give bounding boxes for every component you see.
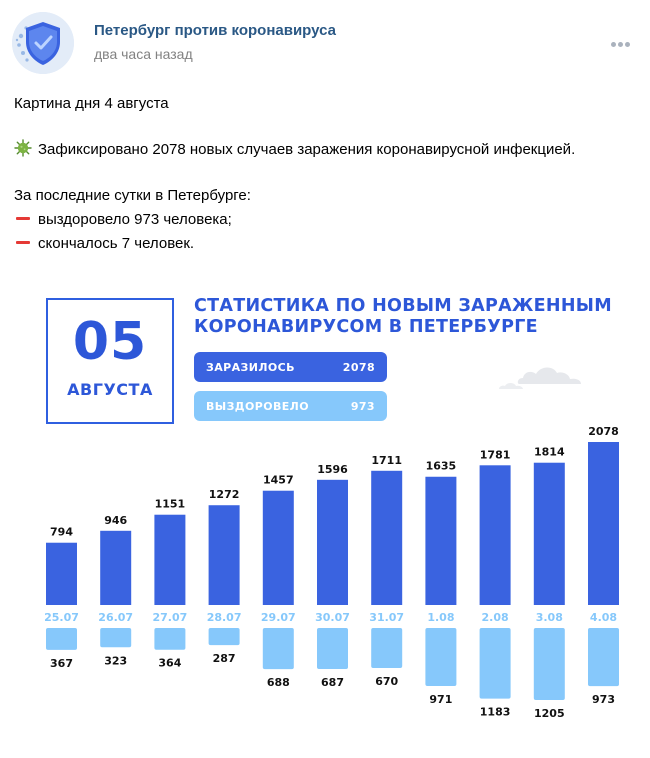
value-label-infected: 1781: [479, 448, 511, 462]
bar-recovered: [534, 628, 565, 700]
post-text-bullet-2: [14, 232, 636, 256]
post-text-line-3: За последние сутки в Петербурге:: [14, 187, 251, 204]
more-options-button[interactable]: [610, 34, 638, 54]
bar-recovered: [263, 628, 294, 669]
bar-recovered: [46, 628, 77, 650]
value-label-infected: 1814: [533, 445, 565, 459]
bar-recovered: [100, 628, 131, 647]
legend-infected-label: ЗАРАЗИЛОСЬ: [206, 360, 295, 374]
spacer: [14, 116, 636, 138]
more-dots-icon: [611, 42, 616, 47]
x-tick-label: 1.08: [427, 611, 455, 624]
legend-recovered-label: ВЫЗДОРОВЕЛО: [206, 399, 309, 413]
value-label-recovered: 1205: [533, 707, 565, 720]
post-text: [14, 92, 636, 256]
bar-recovered: [154, 628, 185, 650]
shield-icon: [12, 12, 74, 74]
x-tick-label: 2.08: [481, 611, 509, 624]
red-dash-icon: [16, 217, 30, 220]
x-tick-label: 25.07: [44, 611, 79, 624]
x-tick-label: 29.07: [260, 611, 296, 624]
date-month: АВГУСТА: [67, 380, 153, 399]
x-tick-label: 30.07: [315, 611, 350, 624]
value-label-recovered: 287: [212, 652, 236, 666]
virus-icon: [14, 139, 32, 157]
value-label-recovered: 367: [50, 656, 73, 670]
x-tick-label: 27.07: [152, 611, 188, 624]
value-label-recovered: 364: [158, 656, 182, 670]
date-day: 05: [72, 312, 148, 372]
bar-recovered: [209, 628, 240, 645]
x-tick-label: 31.07: [369, 611, 405, 624]
x-tick-label: 28.07: [206, 611, 242, 624]
value-label-recovered: 971: [429, 693, 453, 707]
post-text-line-1: Картина дня 4 августа: [14, 95, 169, 112]
bar-chart: [0, 280, 650, 758]
bar-recovered: [480, 628, 511, 699]
post-text-bullet-1: [14, 208, 636, 232]
community-name-link[interactable]: Петербург против коронавируса: [94, 22, 336, 39]
bar-recovered: [425, 628, 456, 686]
spacer: [14, 162, 636, 184]
infographic-title-line-1: СТАТИСТИКА ПО НОВЫМ ЗАРАЖЕННЫМ: [194, 296, 612, 316]
more-dot: [625, 42, 630, 47]
bar-infected: [480, 465, 511, 605]
infographic-title-line-2: КОРОНАВИРУСОМ В ПЕТЕРБУРГЕ: [194, 317, 538, 337]
value-label-recovered: 688: [266, 676, 290, 690]
value-label-recovered: 323: [104, 654, 128, 668]
value-label-infected: 1635: [425, 459, 457, 473]
value-label-recovered: 1183: [479, 705, 511, 719]
more-dot: [618, 42, 623, 47]
value-label-infected: 946: [104, 513, 128, 527]
legend-infected-value: 2078: [342, 360, 375, 374]
value-label-infected: 2078: [588, 425, 619, 438]
bar-infected: [100, 531, 131, 605]
community-avatar[interactable]: [12, 12, 74, 74]
bullet-text: выздоровело 973 человека;: [38, 211, 232, 228]
bar-infected: [209, 505, 240, 605]
post-text-cases: Зафиксировано 2078 новых случаев заражения коронавирусной инфекцией.: [38, 141, 576, 158]
bar-infected: [534, 463, 565, 605]
post-header: [12, 12, 638, 76]
infographic-image[interactable]: [0, 280, 650, 758]
value-label-infected: 1596: [317, 462, 348, 476]
bar-recovered: [371, 628, 402, 668]
bar-infected: [371, 471, 402, 605]
value-label-recovered: 670: [375, 675, 399, 689]
value-label-infected: 794: [50, 525, 73, 539]
bar-recovered: [317, 628, 348, 669]
x-tick-label: 26.07: [98, 611, 134, 624]
bar-infected: [317, 480, 348, 605]
x-tick-label: 4.08: [589, 611, 618, 624]
value-label-infected: 1711: [371, 453, 403, 467]
bar-infected: [588, 442, 619, 605]
x-tick-label: 3.08: [535, 611, 563, 624]
value-label-infected: 1457: [262, 473, 294, 487]
value-label-recovered: 973: [592, 693, 615, 707]
bullet-text: скончалось 7 человек.: [38, 235, 195, 252]
bar-infected: [46, 543, 77, 605]
post-time[interactable]: два часа назад: [94, 46, 193, 62]
bar-recovered: [588, 628, 619, 686]
value-label-recovered: 687: [321, 676, 344, 690]
value-label-infected: 1151: [154, 497, 186, 511]
bar-infected: [425, 477, 456, 605]
bar-infected: [263, 491, 294, 605]
red-dash-icon: [16, 241, 30, 244]
post-text-line-2: [14, 138, 636, 162]
legend-recovered-value: 973: [350, 399, 375, 413]
bar-infected: [154, 515, 185, 605]
value-label-infected: 1272: [208, 488, 240, 502]
